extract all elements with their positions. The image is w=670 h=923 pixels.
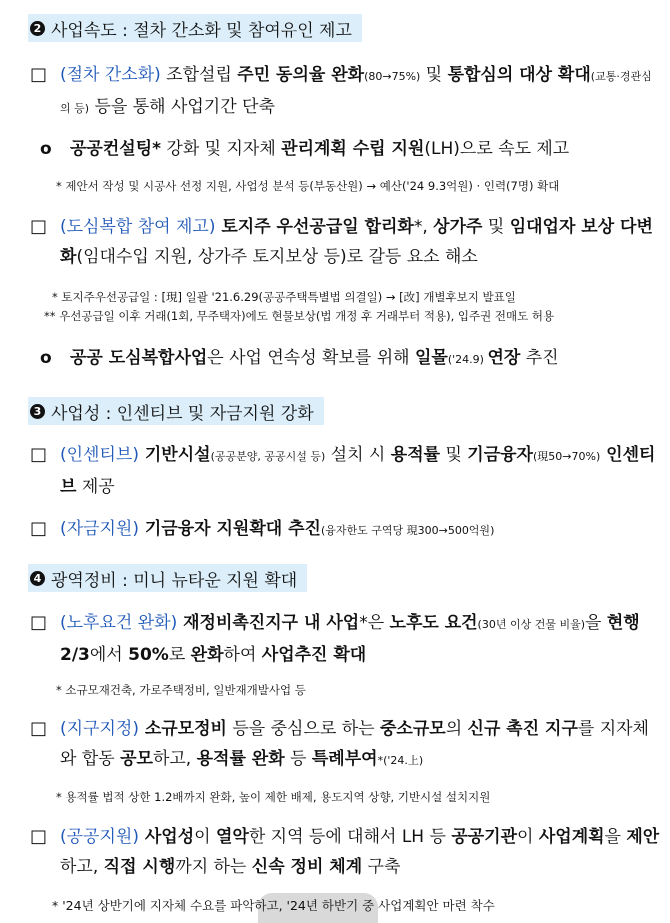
section-heading <box>28 14 362 42</box>
bold-text: 임대업자 보상 다변화 <box>60 217 653 267</box>
section-title: 광역정비 : 미니 뉴타운 지원 확대 <box>51 570 298 591</box>
section-heading <box>28 397 324 425</box>
text: 을 <box>604 827 627 847</box>
bold-text: 노후도 요건 <box>389 613 478 633</box>
text: 제공 <box>76 477 115 497</box>
text: 이 <box>517 827 539 847</box>
text: 및 <box>420 65 448 85</box>
square-bullet-icon: □ <box>30 518 48 539</box>
small-text: (융자한도 구역당 現300→500억원) <box>320 524 495 537</box>
text: 등을 통해 사업기간 단축 <box>89 97 275 117</box>
bold-text: 열악 <box>215 827 249 847</box>
square-bullet-icon: □ <box>30 444 48 465</box>
sub-bullet-item <box>40 343 660 375</box>
bullet-item <box>30 212 660 272</box>
text: 한 지역 등에 대해서 LH 등 <box>248 827 452 847</box>
bold-text: 연장 <box>487 348 521 368</box>
text: 등을 중심으로 하는 <box>226 719 380 739</box>
text: 및 <box>440 445 468 465</box>
small-text: *('24.上) <box>377 754 424 767</box>
text: 하고, <box>152 749 197 769</box>
text: 하고, <box>60 857 104 877</box>
bold-text: 주민 동의율 완화 <box>237 65 365 85</box>
bold-text: 일몰 <box>414 348 448 368</box>
bold-text: 기반시설 <box>138 445 211 465</box>
bold-text: 용적률 완화 <box>196 749 285 769</box>
text: 추진 <box>520 348 559 368</box>
footnote: * 용적률 법적 상한 1.2배까지 완화, 높이 제한 배제, 용도지역 상향, 기반시설 설치지원 <box>56 790 491 804</box>
square-bullet-icon: □ <box>30 612 48 633</box>
bold-text: 토지주 우선공급일 합리화 <box>215 217 414 237</box>
bold-text: 기금융자 지원확대 추진 <box>138 519 321 539</box>
text: 를 지자체와 합동 <box>60 719 649 769</box>
bold-text: 제안 <box>626 827 660 847</box>
bold-text: 사업추진 확대 <box>261 645 367 665</box>
section-title: 사업속도 : 절차 간소화 및 참여유인 제고 <box>51 20 352 41</box>
text: *은 <box>359 613 390 633</box>
footnote: * 토지주우선공급일 : [現] 일괄 '21.6.29(공공주택특별법 의결일) → [改] 개별후보지 발표일 <box>52 290 516 304</box>
bold-text: 기금융자 <box>467 445 533 465</box>
bold-text: 관리계획 수립 지원 <box>281 139 425 159</box>
bullet-tag: (지구지정) <box>60 719 139 739</box>
bold-text: 인센티브 <box>60 445 656 497</box>
text: 이 <box>194 827 216 847</box>
text: 구축 <box>362 857 401 877</box>
square-bullet-icon: □ <box>30 64 48 85</box>
bullet-item <box>30 714 660 776</box>
bullet-tag: (자금지원) <box>60 519 139 539</box>
text: (임대수입 지원, 상가주 토지보상 등)로 갈등 요소 해소 <box>76 247 478 267</box>
text: 하여 <box>223 645 262 665</box>
bold-text: 중소규모 <box>379 719 446 739</box>
bold-text: 직접 시행 <box>103 857 176 877</box>
bold-text: 50% <box>128 645 169 665</box>
bold-text: 신속 정비 체계 <box>251 857 363 877</box>
text: 조합설립 <box>160 65 238 85</box>
bold-text: 공공 도심복합사업 <box>70 348 208 368</box>
circle-bullet-icon: ο <box>40 139 52 159</box>
footnote: * '24년 상반기에 지자체 수요를 파악하고, '24년 하반기 중 사업계획안 마련 착수 <box>52 898 495 913</box>
section-heading <box>28 564 307 592</box>
section-number-badge: 2 <box>30 21 45 36</box>
bold-text: 사업계획 <box>538 827 605 847</box>
bullet-tag: (인센티브) <box>60 445 139 465</box>
small-text: (30년 이상 건물 비율) <box>477 618 585 631</box>
text: 의 <box>445 719 468 739</box>
text: 및 <box>482 217 510 237</box>
footnote: * 제안서 작성 및 시공사 선정 지원, 사업성 분석 등(부동산원) → 예산('24 9.3억원) · 인력(7명) 확대 <box>56 179 560 193</box>
bold-text: 완화 <box>190 645 224 665</box>
bold-text: 재정비촉진지구 내 사업 <box>177 613 360 633</box>
small-text: (교통·경관심의 등) <box>60 70 652 115</box>
bold-text: 소규모정비 <box>138 719 227 739</box>
square-bullet-icon: □ <box>30 826 48 847</box>
text: 을 <box>585 613 607 633</box>
text: (LH)으로 속도 제고 <box>424 139 570 159</box>
bold-text: 사업성 <box>138 827 195 847</box>
text: *, <box>413 217 434 237</box>
bullet-item <box>30 514 660 546</box>
bold-text: 공공컨설팅* <box>70 139 161 159</box>
bold-text: 용적률 <box>390 445 441 465</box>
small-text: ('24.9) <box>447 353 488 366</box>
text: 로 <box>168 645 191 665</box>
bold-text: 특례부여 <box>311 749 378 769</box>
square-bullet-icon: □ <box>30 216 48 237</box>
bullet-tag: (절차 간소화) <box>60 65 161 85</box>
small-text: (80→75%) <box>364 70 421 83</box>
section-number-badge: 4 <box>30 571 45 586</box>
bold-text: 상가주 <box>433 217 483 237</box>
circle-bullet-icon: ο <box>40 348 52 368</box>
section-title: 사업성 : 인센티브 및 자금지원 강화 <box>51 403 314 424</box>
bullet-tag: (도심복합 참여 제고) <box>60 217 216 237</box>
text: 에서 <box>89 645 129 665</box>
text: 설치 시 <box>325 445 391 465</box>
text: 까지 하는 <box>175 857 252 877</box>
text: 등 <box>284 749 312 769</box>
bullet-tag: (노후요건 완화) <box>60 613 178 633</box>
bold-text: 신규 촉진 지구 <box>467 719 578 739</box>
bold-text: 공모 <box>120 749 153 769</box>
bullet-item <box>30 440 660 502</box>
text: 은 사업 연속성 확보를 위해 <box>207 348 415 368</box>
bullet-item <box>30 60 660 124</box>
bullet-item <box>30 608 660 670</box>
sub-bullet-item <box>40 134 660 164</box>
text: 강화 및 지자체 <box>161 139 282 159</box>
square-bullet-icon: □ <box>30 718 48 739</box>
small-text: (공공분양, 공공시설 등) <box>210 450 326 463</box>
bullet-item <box>30 822 660 882</box>
bold-text: 통합심의 대상 확대 <box>447 65 591 85</box>
footnote: ** 우선공급일 이후 거래(1회, 무주택자)에도 현물보상(법 개정 후 거래부터 적용), 입주권 전매도 허용 <box>44 309 555 323</box>
section-number-badge: 3 <box>30 404 45 419</box>
small-text: (現50→70%) <box>532 450 601 463</box>
footnote: * 소규모재건축, 가로주택정비, 일반재개발사업 등 <box>56 683 306 697</box>
bullet-tag: (공공지원) <box>60 827 139 847</box>
bold-text: 공공기관 <box>451 827 518 847</box>
bold-text: 현행 2/3 <box>60 613 640 665</box>
